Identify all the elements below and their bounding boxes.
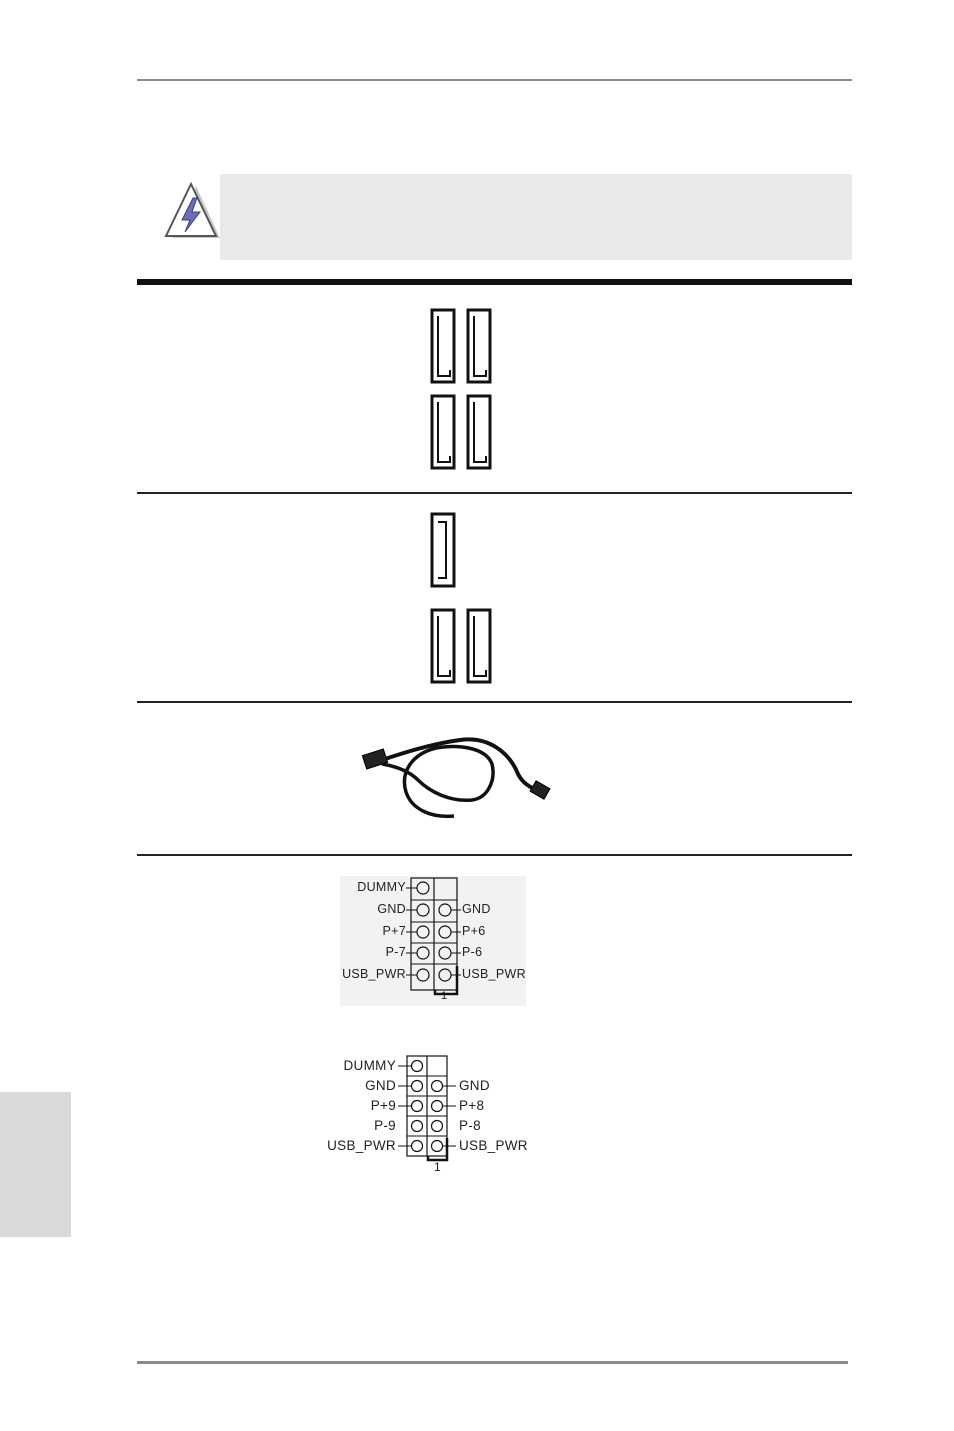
pin-1-marker: 1 [441,990,448,1002]
pin-label: P-8 [459,1118,481,1133]
pin-label: GND [459,1078,490,1093]
pin-label: P-9 [374,1118,396,1133]
table-header-rule [137,279,852,285]
usb-header-2-diagram [327,1054,528,1178]
pin-label: USB_PWR [342,967,406,981]
sata-port [468,610,490,682]
pin-label: GND [462,902,491,916]
pin-label: DUMMY [343,1058,396,1073]
sata-port [432,514,454,586]
pin-label: USB_PWR [462,967,526,981]
row-divider [137,854,852,856]
pin-label: P-7 [385,945,406,959]
sata-connectors-group-2 [430,512,496,688]
pin-label: P-6 [462,945,483,959]
pin-label: P+9 [370,1098,396,1113]
warning-icon [158,182,224,244]
sata-cable-image [360,734,550,824]
row-divider [137,492,852,494]
pin-label: DUMMY [357,880,406,894]
top-rule [137,79,852,81]
usb-header-1-diagram [340,876,526,1006]
pin-label: P+8 [459,1098,485,1113]
sata-port [432,310,454,382]
pin-label: P+6 [462,924,486,938]
pin-label: USB_PWR [327,1138,396,1153]
sata-port [468,396,490,468]
note-box [220,174,852,260]
row-divider [137,701,852,703]
sata-port [432,396,454,468]
sata-connectors-group-1 [430,308,496,472]
pin-1-marker: 1 [434,1160,441,1174]
pin-label: GND [377,902,406,916]
pin-label: USB_PWR [459,1138,528,1153]
pin-label: GND [365,1078,396,1093]
bottom-rule [137,1361,848,1364]
side-tab [0,1092,71,1237]
pin-label: P+7 [382,924,406,938]
sata-port [432,610,454,682]
sata-port [468,310,490,382]
